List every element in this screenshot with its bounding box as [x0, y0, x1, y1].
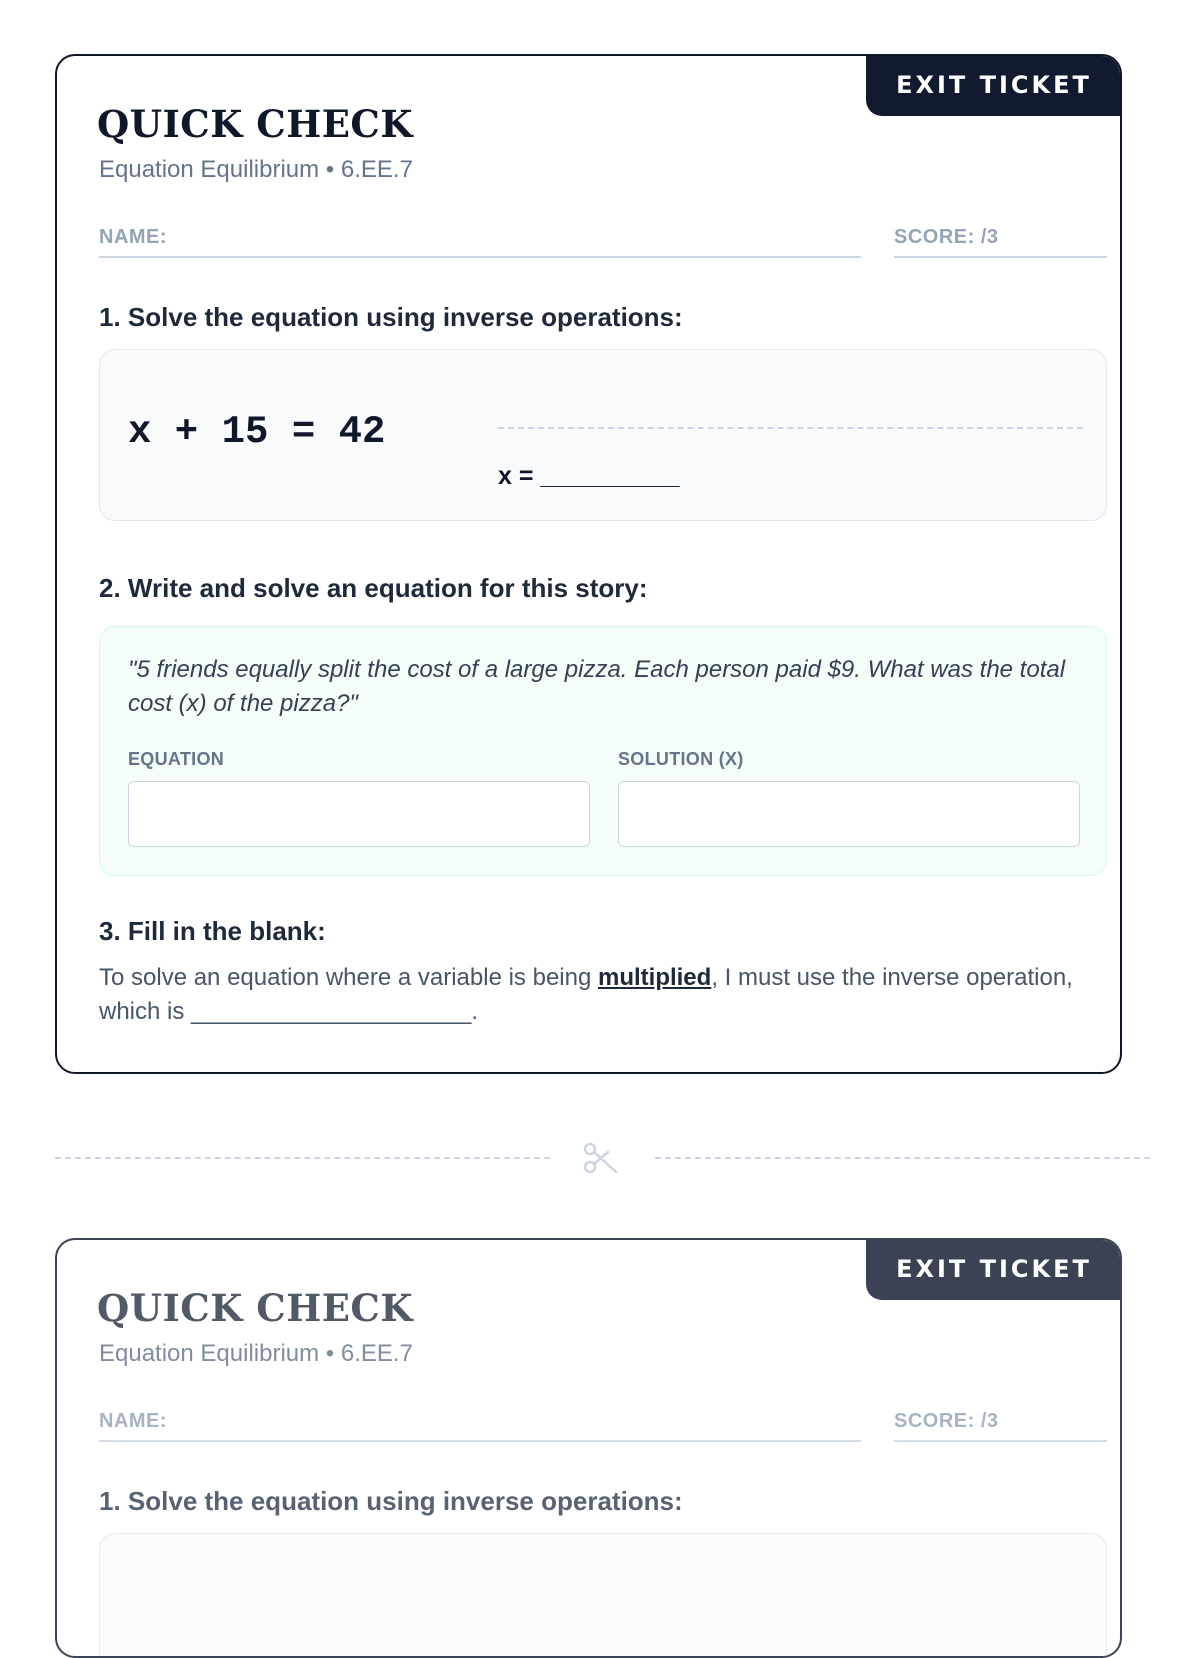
- ticket-title: QUICK CHECK: [97, 102, 414, 146]
- equation-input[interactable]: [128, 781, 590, 847]
- question-1-heading: 1. Solve the equation using inverse operations:: [99, 302, 683, 332]
- ticket-subtitle: Equation Equilibrium • 6.EE.7: [99, 156, 413, 183]
- equation-text: x + 15 = 42: [128, 410, 386, 454]
- ticket-subtitle: Equation Equilibrium • 6.EE.7: [99, 1340, 413, 1367]
- question-2-heading: 2. Write and solve an equation for this story:: [99, 573, 648, 603]
- keyword-multiplied: multiplied: [597, 964, 712, 991]
- solution-label: SOLUTION (X): [618, 749, 744, 769]
- scissors-icon: [582, 1140, 618, 1176]
- solution-input[interactable]: [618, 781, 1080, 847]
- ticket-title: QUICK CHECK: [97, 1286, 414, 1330]
- work-line: [498, 427, 1083, 429]
- question-1-heading: 1. Solve the equation using inverse operations:: [99, 1486, 683, 1516]
- exit-ticket-card: [55, 54, 1122, 1074]
- equation-label: EQUATION: [128, 749, 225, 769]
- name-field[interactable]: NAME:: [99, 226, 861, 258]
- exit-ticket-badge: EXIT TICKET: [866, 1238, 1122, 1300]
- exit-ticket-badge: EXIT TICKET: [866, 54, 1122, 116]
- question-3-heading: 3. Fill in the blank:: [99, 916, 326, 946]
- exit-ticket-card-copy: [55, 1238, 1122, 1658]
- score-field[interactable]: SCORE: /3: [894, 226, 1107, 258]
- story-text: "5 friends equally split the cost of a large pizza. Each person paid $9. What was the total cost (x) of the pizza?": [128, 656, 1066, 717]
- cut-line-left: [55, 1157, 550, 1159]
- fill-in-blank-text: [99, 961, 1109, 1029]
- answer-blank[interactable]: x = __________: [498, 462, 680, 490]
- story-box: [99, 626, 1107, 876]
- equation-box: [99, 1533, 1107, 1658]
- cut-line-right: [655, 1157, 1150, 1159]
- score-field[interactable]: SCORE: /3: [894, 1410, 1107, 1442]
- fill-text-before: To solve an equation where a variable is being: [99, 964, 598, 991]
- name-field[interactable]: NAME:: [99, 1410, 861, 1442]
- equation-box: [99, 349, 1107, 521]
- fill-text-after[interactable]: , I must use the inverse operation, which is _____________________.: [99, 964, 1073, 1025]
